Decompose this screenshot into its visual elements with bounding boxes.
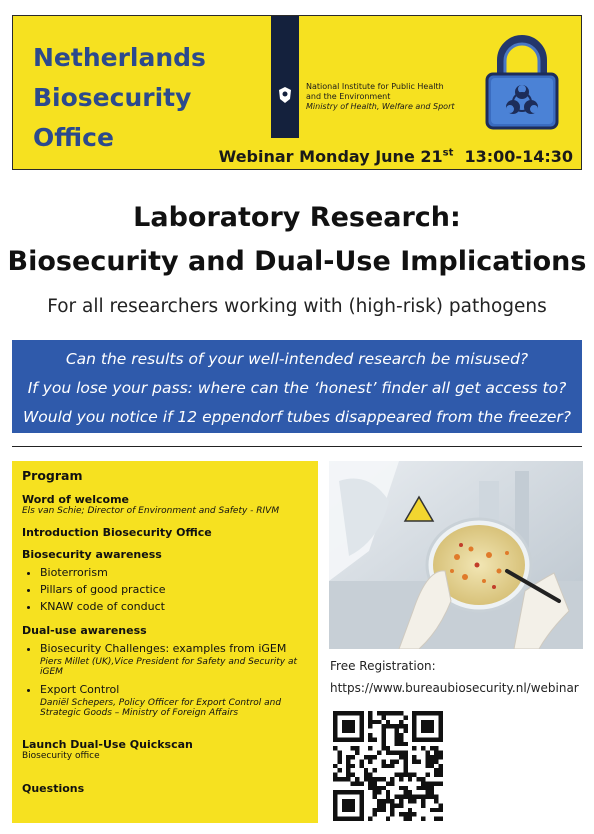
- org-line-2: Biosecurity: [33, 83, 192, 112]
- rivm-line-2: and the Environment: [306, 92, 391, 101]
- program-dual-use-awareness: Dual-use awareness: [22, 624, 147, 637]
- rivm-line-1: National Institute for Public Health: [306, 82, 444, 91]
- webinar-day-suffix: st: [442, 147, 454, 159]
- org-line-3: Office: [33, 123, 114, 152]
- header-banner: [12, 15, 582, 170]
- dual-use-list: [22, 640, 308, 718]
- list-item: • Pillars of good practice: [40, 581, 308, 598]
- rivm-line-3: Ministry of Health, Welfare and Sport: [306, 102, 455, 111]
- webinar-time: 13:00-14:30: [464, 147, 573, 166]
- questions-box: [12, 340, 582, 433]
- list-item: [40, 640, 308, 677]
- program-title: Program: [22, 468, 83, 483]
- list-item: • Bioterrorism: [40, 564, 308, 581]
- program-panel: [12, 461, 318, 823]
- program-intro: Introduction Biosecurity Office: [22, 526, 212, 539]
- list-item: [40, 681, 308, 718]
- dual-item-1-speaker: Piers Millet (UK),Vice President for Safety and Security at iGEM: [40, 657, 298, 677]
- registration-link[interactable]: https://www.bureaubiosecurity.nl/webinar: [330, 681, 579, 695]
- title-line-1: Laboratory Research:: [133, 202, 461, 233]
- registration-label: Free Registration:: [330, 659, 436, 673]
- rivm-logo-text: [306, 82, 476, 112]
- qr-code[interactable]: [333, 711, 443, 821]
- dual-item-1: Biosecurity Challenges: examples from iGEM: [40, 642, 287, 655]
- question-1: Can the results of your well-intended research be misused?: [65, 350, 529, 368]
- program-welcome: Word of welcome: [22, 493, 129, 506]
- question-3: Would you notice if 12 eppendorf tubes disappeared from the freezer?: [22, 408, 572, 426]
- dual-item-2: Export Control: [40, 683, 120, 696]
- webinar-day: Webinar Monday June 21: [218, 147, 443, 166]
- launch-subtitle: Biosecurity office: [22, 751, 100, 761]
- page-subtitle: For all researchers working with (high-risk) pathogens: [47, 296, 547, 317]
- lab-photo: [329, 461, 583, 649]
- title-line-2: Biosecurity and Dual-Use Implications: [7, 246, 587, 277]
- page-title: [0, 196, 594, 284]
- divider: [12, 446, 582, 447]
- rivm-logo-bar: [271, 16, 299, 138]
- dual-item-2-speaker: Daniël Schepers, Policy Officer for Export Control and Strategic Goods – Ministry of Foreign Affairs: [40, 698, 282, 718]
- rivm-crest-icon: [273, 82, 297, 108]
- list-item: • KNAW code of conduct: [40, 598, 308, 615]
- welcome-speaker: Els van Schie; Director of Environment and Safety - RIVM: [22, 506, 280, 516]
- program-biosecurity-awareness: Biosecurity awareness: [22, 548, 162, 561]
- organization-name: [33, 38, 206, 158]
- org-line-1: Netherlands: [33, 43, 206, 72]
- program-questions: Questions: [22, 782, 85, 795]
- webinar-date: [219, 147, 573, 166]
- question-2: If you lose your pass: where can the ‘honest’ finder all get access to?: [27, 379, 567, 397]
- biosecurity-list: [22, 564, 308, 615]
- program-launch: Launch Dual-Use Quickscan: [22, 738, 193, 751]
- biohazard-lock-icon: [481, 34, 563, 132]
